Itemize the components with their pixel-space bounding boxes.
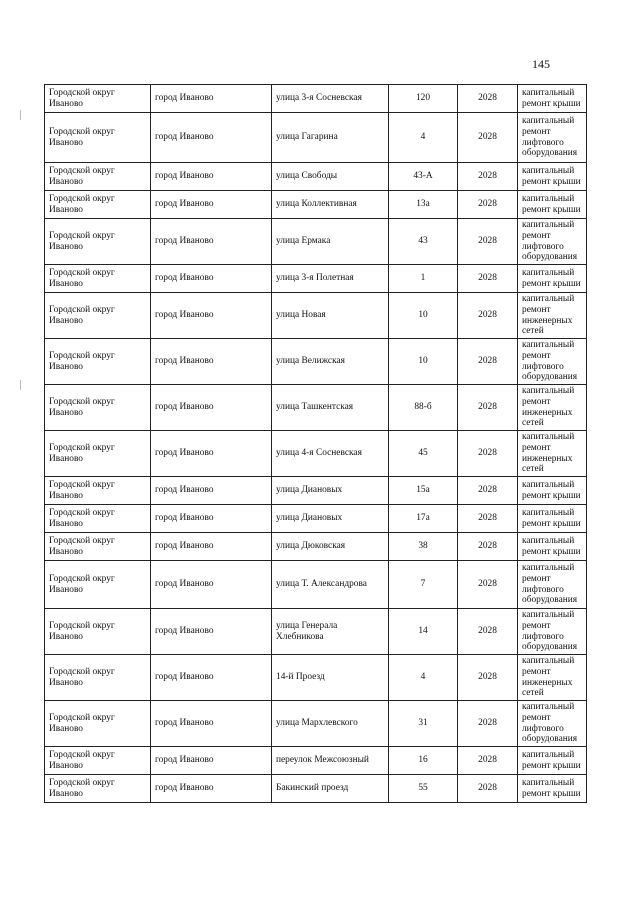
city-cell: город Иваново [151, 561, 272, 609]
work-type-cell: капитальный ремонт лифтового оборудования [518, 113, 587, 163]
table-row [45, 701, 587, 747]
table-row [45, 113, 587, 163]
street-cell: улица Диановых [272, 477, 389, 505]
work-type-cell: капитальный ремонт лифтового оборудования [518, 701, 587, 747]
work-type-cell: капитальный ремонт крыши [518, 505, 587, 533]
street-cell: улица 3-я Сосневская [272, 85, 389, 113]
house-number-cell: 10 [389, 339, 458, 385]
city-cell: город Иваново [151, 265, 272, 293]
work-type-cell: капитальный ремонт крыши [518, 163, 587, 191]
street-cell: улица Диановых [272, 505, 389, 533]
street-cell: улица Дюковская [272, 533, 389, 561]
year-cell: 2028 [458, 219, 518, 265]
city-cell: город Иваново [151, 505, 272, 533]
work-type-cell: капитальный ремонт крыши [518, 533, 587, 561]
work-type-cell: капитальный ремонт инженерных сетей [518, 431, 587, 477]
street-cell: Бакинский проезд [272, 775, 389, 803]
city-cell: город Иваново [151, 219, 272, 265]
district-cell: Городской округ Иваново [45, 561, 151, 609]
street-cell: улица Ермака [272, 219, 389, 265]
table-row [45, 505, 587, 533]
district-cell: Городской округ Иваново [45, 701, 151, 747]
city-cell: город Иваново [151, 747, 272, 775]
street-cell: улица Т. Александрова [272, 561, 389, 609]
city-cell: город Иваново [151, 655, 272, 701]
repair-schedule-table [44, 84, 587, 803]
house-number-cell: 45 [389, 431, 458, 477]
table-row [45, 747, 587, 775]
work-type-cell: капитальный ремонт лифтового оборудования [518, 561, 587, 609]
city-cell: город Иваново [151, 293, 272, 339]
year-cell: 2028 [458, 561, 518, 609]
house-number-cell: 10 [389, 293, 458, 339]
year-cell: 2028 [458, 339, 518, 385]
house-number-cell: 120 [389, 85, 458, 113]
work-type-cell: капитальный ремонт крыши [518, 191, 587, 219]
table-row [45, 385, 587, 431]
district-cell: Городской округ Иваново [45, 219, 151, 265]
work-type-cell: капитальный ремонт лифтового оборудования [518, 219, 587, 265]
house-number-cell: 13а [389, 191, 458, 219]
street-cell: улица 4-я Сосневская [272, 431, 389, 477]
street-cell: улица 3-я Полетная [272, 265, 389, 293]
year-cell: 2028 [458, 775, 518, 803]
table-row [45, 265, 587, 293]
district-cell: Городской округ Иваново [45, 655, 151, 701]
city-cell: город Иваново [151, 113, 272, 163]
street-cell: улица Мархлевского [272, 701, 389, 747]
street-cell: переулок Межсоюзный [272, 747, 389, 775]
scan-mark [20, 380, 21, 390]
district-cell: Городской округ Иваново [45, 431, 151, 477]
scan-mark [20, 110, 21, 120]
work-type-cell: капитальный ремонт инженерных сетей [518, 293, 587, 339]
year-cell: 2028 [458, 655, 518, 701]
street-cell: улица Гагарина [272, 113, 389, 163]
work-type-cell: капитальный ремонт инженерных сетей [518, 655, 587, 701]
house-number-cell: 43-А [389, 163, 458, 191]
city-cell: город Иваново [151, 533, 272, 561]
table-row [45, 163, 587, 191]
house-number-cell: 88-б [389, 385, 458, 431]
work-type-cell: капитальный ремонт лифтового оборудования [518, 339, 587, 385]
table-row [45, 775, 587, 803]
district-cell: Городской округ Иваново [45, 113, 151, 163]
city-cell: город Иваново [151, 385, 272, 431]
work-type-cell: капитальный ремонт крыши [518, 265, 587, 293]
year-cell: 2028 [458, 701, 518, 747]
work-type-cell: капитальный ремонт лифтового оборудования [518, 609, 587, 655]
district-cell: Городской округ Иваново [45, 339, 151, 385]
house-number-cell: 55 [389, 775, 458, 803]
year-cell: 2028 [458, 609, 518, 655]
house-number-cell: 14 [389, 609, 458, 655]
year-cell: 2028 [458, 431, 518, 477]
year-cell: 2028 [458, 85, 518, 113]
city-cell: город Иваново [151, 431, 272, 477]
street-cell: улица Коллективная [272, 191, 389, 219]
table-row [45, 533, 587, 561]
year-cell: 2028 [458, 293, 518, 339]
table-row [45, 293, 587, 339]
work-type-cell: капитальный ремонт крыши [518, 85, 587, 113]
district-cell: Городской округ Иваново [45, 609, 151, 655]
street-cell: улица Велижская [272, 339, 389, 385]
table-row [45, 561, 587, 609]
table-row [45, 191, 587, 219]
house-number-cell: 31 [389, 701, 458, 747]
house-number-cell: 38 [389, 533, 458, 561]
street-cell: улица Генерала Хлебникова [272, 609, 389, 655]
year-cell: 2028 [458, 265, 518, 293]
district-cell: Городской округ Иваново [45, 477, 151, 505]
table-row [45, 431, 587, 477]
house-number-cell: 16 [389, 747, 458, 775]
house-number-cell: 17а [389, 505, 458, 533]
district-cell: Городской округ Иваново [45, 775, 151, 803]
district-cell: Городской округ Иваново [45, 533, 151, 561]
house-number-cell: 15а [389, 477, 458, 505]
table-row [45, 609, 587, 655]
work-type-cell: капитальный ремонт инженерных сетей [518, 385, 587, 431]
street-cell: улица Свободы [272, 163, 389, 191]
city-cell: город Иваново [151, 477, 272, 505]
city-cell: город Иваново [151, 609, 272, 655]
table-row [45, 339, 587, 385]
city-cell: город Иваново [151, 339, 272, 385]
city-cell: город Иваново [151, 191, 272, 219]
street-cell: улица Ташкентская [272, 385, 389, 431]
city-cell: город Иваново [151, 163, 272, 191]
table-body [45, 85, 587, 803]
city-cell: город Иваново [151, 775, 272, 803]
district-cell: Городской округ Иваново [45, 385, 151, 431]
district-cell: Городской округ Иваново [45, 163, 151, 191]
district-cell: Городской округ Иваново [45, 747, 151, 775]
year-cell: 2028 [458, 385, 518, 431]
year-cell: 2028 [458, 505, 518, 533]
table-row [45, 85, 587, 113]
street-cell: 14-й Проезд [272, 655, 389, 701]
year-cell: 2028 [458, 191, 518, 219]
city-cell: город Иваново [151, 85, 272, 113]
district-cell: Городской округ Иваново [45, 191, 151, 219]
year-cell: 2028 [458, 113, 518, 163]
year-cell: 2028 [458, 163, 518, 191]
street-cell: улица Новая [272, 293, 389, 339]
house-number-cell: 43 [389, 219, 458, 265]
year-cell: 2028 [458, 477, 518, 505]
year-cell: 2028 [458, 533, 518, 561]
work-type-cell: капитальный ремонт крыши [518, 477, 587, 505]
district-cell: Городской округ Иваново [45, 505, 151, 533]
table-row [45, 477, 587, 505]
work-type-cell: капитальный ремонт крыши [518, 747, 587, 775]
work-type-cell: капитальный ремонт крыши [518, 775, 587, 803]
house-number-cell: 1 [389, 265, 458, 293]
page-number: 145 [532, 57, 550, 71]
year-cell: 2028 [458, 747, 518, 775]
district-cell: Городской округ Иваново [45, 85, 151, 113]
district-cell: Городской округ Иваново [45, 293, 151, 339]
city-cell: город Иваново [151, 701, 272, 747]
table-row [45, 219, 587, 265]
house-number-cell: 7 [389, 561, 458, 609]
district-cell: Городской округ Иваново [45, 265, 151, 293]
house-number-cell: 4 [389, 655, 458, 701]
house-number-cell: 4 [389, 113, 458, 163]
table-row [45, 655, 587, 701]
